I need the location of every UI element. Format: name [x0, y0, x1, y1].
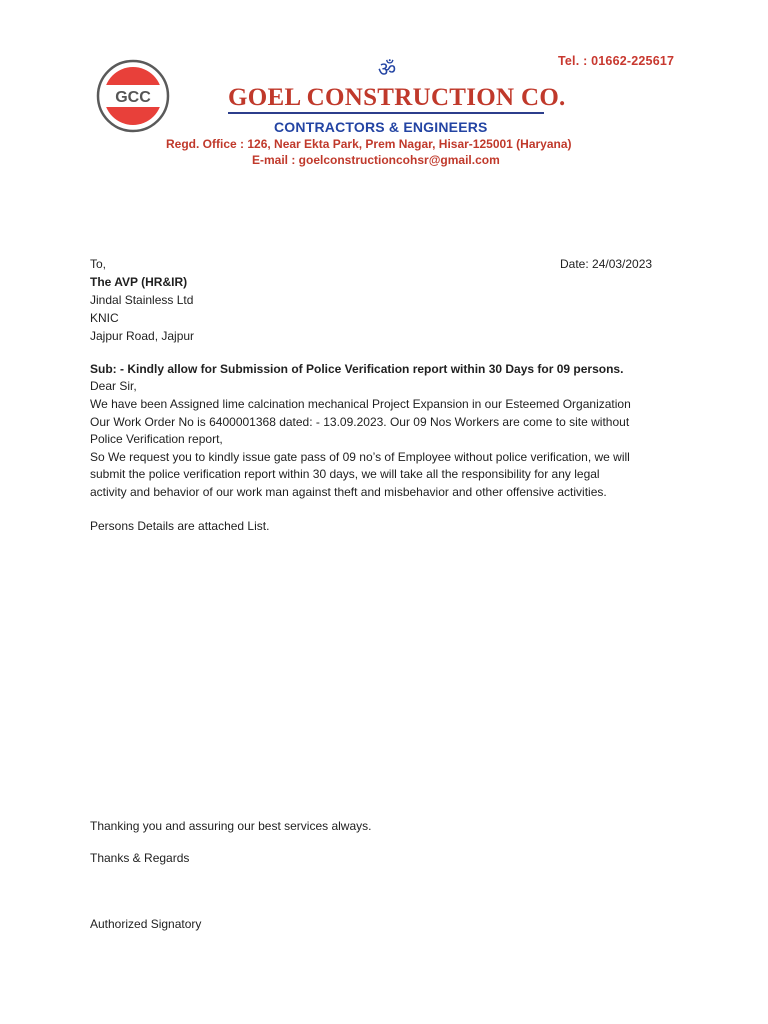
body-line: So We request you to kindly issue gate pass of 09 no’s of Employee without police verification, we will: [90, 450, 630, 464]
closing-line: Thanking you and assuring our best services always.: [90, 819, 372, 833]
subject-line: Sub: - Kindly allow for Submission of Police Verification report within 30 Days for 09 persons.: [90, 362, 624, 376]
body-line: Our Work Order No is 6400001368 dated: - 13.09.2023. Our 09 Nos Workers are come to site without: [90, 415, 630, 429]
authorized-signatory: Authorized Signatory: [90, 917, 202, 931]
om-symbol-icon: [372, 55, 402, 81]
company-name: GOEL CONSTRUCTION CO.: [228, 84, 566, 111]
recipient-line: Jajpur Road, Jajpur: [90, 329, 195, 343]
letter-date: Date: 24/03/2023: [560, 257, 653, 271]
company-logo: [95, 58, 171, 134]
to-label: To,: [90, 257, 107, 271]
office-address: Regd. Office : 126, Near Ekta Park, Prem Nagar, Hisar-125001 (Haryana): [166, 137, 572, 151]
recipient-line: Jindal Stainless Ltd: [90, 293, 194, 307]
salutation: Dear Sir,: [90, 379, 137, 393]
attachment-note: Persons Details are attached List.: [90, 519, 270, 533]
body-line: We have been Assigned lime calcination mechanical Project Expansion in our Esteemed Organization: [90, 397, 631, 411]
company-name-underline: [228, 112, 544, 114]
company-tagline: CONTRACTORS & ENGINEERS: [274, 119, 488, 135]
logo-text: GCC: [115, 89, 151, 106]
company-email: E-mail : goelconstructioncohsr@gmail.com: [252, 153, 500, 167]
regards-line: Thanks & Regards: [90, 851, 190, 865]
recipient-line: The AVP (HR&IR): [90, 275, 188, 289]
recipient-line: KNIC: [90, 311, 119, 325]
body-line: activity and behavior of our work man against theft and misbehavior and other offensive activities.: [90, 485, 607, 499]
body-line: Police Verification report,: [90, 432, 223, 446]
telephone-number: Tel. : 01662-225617: [558, 54, 675, 68]
body-line: submit the police verification report within 30 days, we will take all the responsibility for any legal: [90, 467, 600, 481]
svg-text:ॐ: ॐ: [377, 57, 397, 81]
